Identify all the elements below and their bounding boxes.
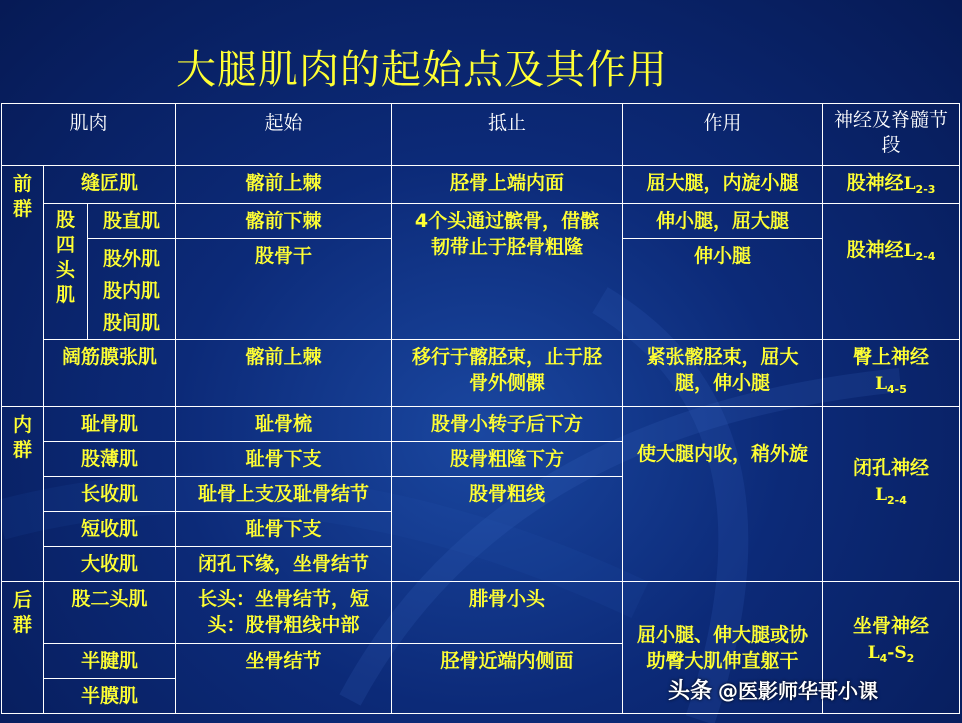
action-sartorius: 屈大腿，内旋小腿 <box>623 166 823 204</box>
muscle-adductor-longus: 长收肌 <box>44 477 176 512</box>
header-origin: 起始 <box>176 104 392 166</box>
header-nerve: 神经及脊髓节段 <box>823 104 960 166</box>
origin-adductor-longus: 耻骨上支及耻骨结节 <box>176 477 392 512</box>
quadriceps-label: 股四头肌 <box>44 204 88 340</box>
nerve-sartorius: 股神经$L_{2-3}$ <box>823 166 960 204</box>
insertion-sartorius: 胫骨上端内面 <box>392 166 623 204</box>
insertion-adductors: 股骨粗线 <box>392 477 623 582</box>
muscle-rectus-femoris: 股直肌 <box>88 204 176 239</box>
header-insertion: 抵止 <box>392 104 623 166</box>
nerve-posterior: 坐骨神经 $L_4-S_2$ <box>823 582 960 714</box>
group-anterior: 前群 <box>2 166 44 407</box>
origin-sartorius: 髂前上棘 <box>176 166 392 204</box>
nerve-quadriceps: 股神经$L_{2-4}$ <box>823 204 960 340</box>
muscle-adductor-brevis: 短收肌 <box>44 512 176 547</box>
muscle-vastus-medialis: 股内肌 <box>102 280 160 302</box>
group-posterior: 后群 <box>2 582 44 714</box>
muscle-table <box>1 103 960 714</box>
header-action: 作用 <box>623 104 823 166</box>
muscle-vastus-lateralis: 股外肌 <box>102 248 160 270</box>
insertion-tfl: 移行于髂胫束，止于胫骨外侧髁 <box>392 340 623 407</box>
origin-rectus-femoris: 髂前下棘 <box>176 204 392 239</box>
muscle-vastus-intermedius: 股间肌 <box>102 312 160 334</box>
action-posterior: 屈小腿、伸大腿或协助臀大肌伸直躯干 <box>623 582 823 714</box>
insertion-pectineus: 股骨小转子后下方 <box>392 407 623 442</box>
header-muscle: 肌肉 <box>2 104 176 166</box>
origin-semi: 坐骨结节 <box>176 644 392 714</box>
muscle-biceps-femoris: 股二头肌 <box>44 582 176 644</box>
origin-tfl: 髂前上棘 <box>176 340 392 407</box>
action-vasti: 伸小腿 <box>623 239 823 340</box>
insertion-biceps-femoris: 腓骨小头 <box>392 582 623 644</box>
muscle-pectineus: 耻骨肌 <box>44 407 176 442</box>
origin-pectineus: 耻骨梳 <box>176 407 392 442</box>
muscle-semimembranosus: 半膜肌 <box>44 679 176 714</box>
muscle-vasti <box>88 239 176 340</box>
muscle-semitendinosus: 半腱肌 <box>44 644 176 679</box>
origin-vasti: 股骨干 <box>176 239 392 340</box>
insertion-quadriceps: 4个头通过髌骨，借髌韧带止于胫骨粗隆 <box>392 204 623 340</box>
origin-biceps-femoris: 长头：坐骨结节，短头：股骨粗线中部 <box>176 582 392 644</box>
muscle-gracilis: 股薄肌 <box>44 442 176 477</box>
action-medial: 使大腿内收，稍外旋 <box>623 407 823 582</box>
page-title: 大腿肌肉的起始点及其作用 <box>176 47 668 93</box>
muscle-adductor-magnus: 大收肌 <box>44 547 176 582</box>
insertion-semi: 胫骨近端内侧面 <box>392 644 623 714</box>
nerve-medial: 闭孔神经 $L_{2-4}$ <box>823 407 960 582</box>
origin-adductor-magnus: 闭孔下缘，坐骨结节 <box>176 547 392 582</box>
group-medial: 内群 <box>2 407 44 582</box>
action-tfl: 紧张髂胫束，屈大腿，伸小腿 <box>623 340 823 407</box>
action-rectus-femoris: 伸小腿，屈大腿 <box>623 204 823 239</box>
origin-gracilis: 耻骨下支 <box>176 442 392 477</box>
muscle-tfl: 阔筋膜张肌 <box>44 340 176 407</box>
origin-adductor-brevis: 耻骨下支 <box>176 512 392 547</box>
insertion-gracilis: 股骨粗隆下方 <box>392 442 623 477</box>
watermark: 头条 @医影师华哥小课 <box>668 679 879 704</box>
muscle-sartorius: 缝匠肌 <box>44 166 176 204</box>
nerve-tfl: 臀上神经 $L_{4-5}$ <box>823 340 960 407</box>
